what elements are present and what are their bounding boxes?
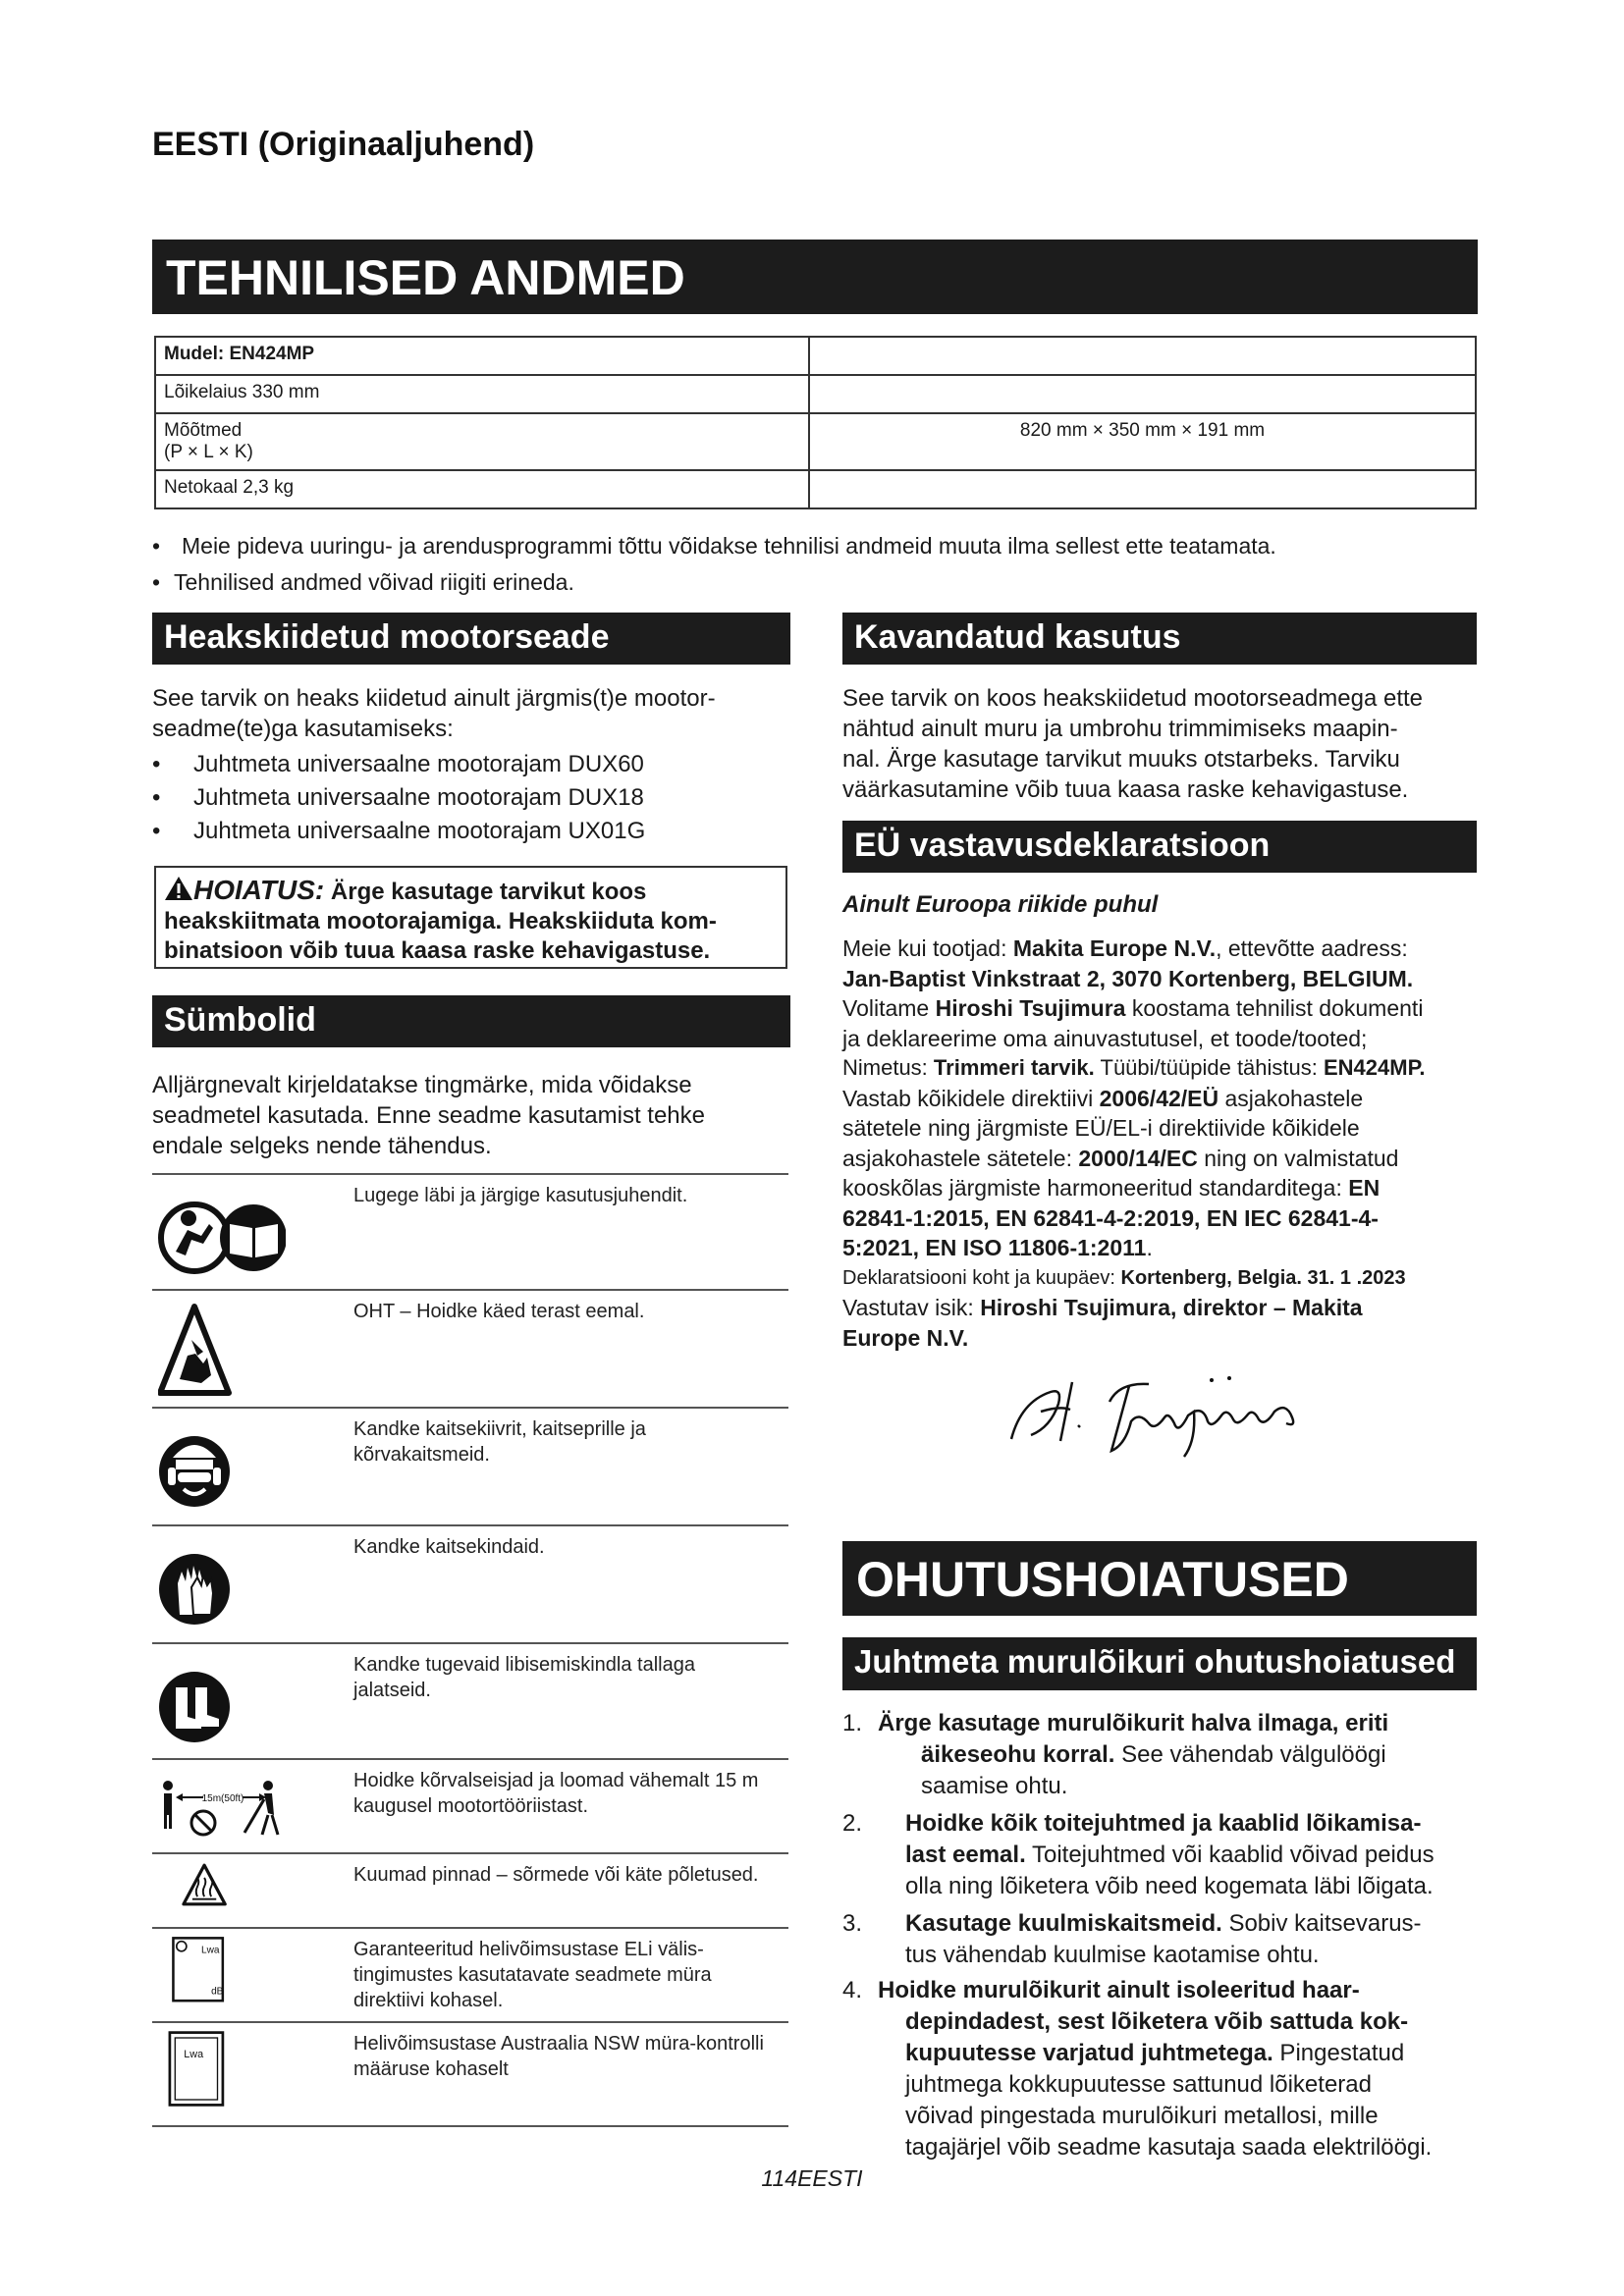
eu-decl-text: Deklaratsiooni koht ja kuupäev: — [842, 1266, 1121, 1289]
eu-decl-text: koostama tehnilist dokumenti — [1125, 995, 1424, 1021]
specs-table — [154, 336, 1477, 509]
specs-cutting-width-cell: Lõikelaius 330 mm — [155, 375, 809, 413]
specs-note-1: • Meie pideva uuringu- ja arendusprogrammi tõttu võidakse tehnilisi andmeid muuta ilma sellest ette teatamata. — [152, 533, 1276, 559]
eu-decl-text: Volitame — [842, 995, 936, 1021]
eu-decl-text: Nimetus: — [842, 1055, 934, 1080]
safety-item-2-text: Toitejuhtmed või kaablid võivad peidus — [1025, 1842, 1435, 1868]
list-item — [842, 1908, 1490, 1971]
warning-triangle-icon — [164, 876, 193, 901]
eu-decl-text: Meie kui tootjad: — [842, 935, 1013, 961]
specs-row-cutting-width — [155, 375, 1476, 413]
safety-item-1-bold: Ärge kasutage murulõikurit halva ilmaga, eriti — [878, 1710, 1389, 1736]
page-number: 114EESTI — [761, 2165, 863, 2191]
intended-use-line-4: väärkasutamine võib tuua kaasa raske kehavigastuse. — [842, 776, 1409, 803]
safety-list — [842, 1708, 1490, 2163]
eu-decl-text: ning on valmistatud — [1197, 1145, 1399, 1171]
specs-cutting-width-value — [809, 375, 1476, 413]
eu-decl-line-1 — [842, 934, 1490, 964]
eu-decl-line-9 — [842, 1173, 1490, 1203]
safety-item-3-text: Sobiv kaitsevarus- — [1221, 1910, 1422, 1937]
safety-item-1-text: saamise ohtu. — [921, 1773, 1068, 1799]
safety-item-2-bold: last eemal. — [905, 1842, 1026, 1868]
symbol-text-helmet: Kandke kaitsekiivrit, kaitseprille ja kõrvakaitsmeid. — [353, 1418, 646, 1466]
eu-decl-line-6 — [842, 1084, 1490, 1114]
eu-decl-line-14 — [842, 1323, 1490, 1354]
eu-decl-standards: 62841-1:2015, EN 62841-4-2:2019, EN IEC 62841-4- — [842, 1204, 1379, 1231]
hot-surface-icon — [158, 1860, 286, 1923]
noise-nsw-lwa-label: Lwa — [184, 2048, 204, 2060]
symbols-intro-line-3: endale selgeks nende tähendus. — [152, 1133, 492, 1159]
eu-decl-address: Jan-Baptist Vinkstraat 2, 3070 Kortenberg, BELGIUM. — [842, 965, 1414, 991]
eu-decl-place-date: Kortenberg, Belgia. 31. 1 .2023 — [1120, 1266, 1406, 1289]
approved-intro — [152, 683, 790, 744]
symbols-intro-line-1: Alljärgnevalt kirjeldatakse tingmärke, mida võidakse — [152, 1072, 692, 1098]
symbols-table — [152, 1173, 788, 2135]
symbol-text-noise-nsw: Helivõimsustase Austraalia NSW müra-kontrolli määruse kohaselt — [353, 2033, 764, 2080]
safety-item-3-text: tus vähendab kuulmise kaotamise ohtu. — [905, 1942, 1320, 1968]
symbol-text-boots: Kandke tugevaid libisemiskindla tallaga jalatseid. — [353, 1654, 695, 1701]
eu-decl-company: Europe N.V. — [842, 1324, 969, 1351]
symbols-intro — [152, 1070, 790, 1161]
specs-section-title: TEHNILISED ANDMED — [152, 240, 1478, 314]
signature-image — [1001, 1362, 1326, 1461]
safety-item-4-text: Pingestatud — [1272, 2040, 1405, 2066]
helmet-visor-earmuffs-icon — [158, 1418, 286, 1517]
safety-item-2-text: olla ning lõiketera võib need kogemata läbi lõigata. — [905, 1873, 1434, 1899]
safety-item-4-text: tagajärjel võib seadme kasutaja saada elektrilöögi. — [905, 2134, 1433, 2161]
warning-text-2: heakskiitmata mootorajamiga. Heakskiiduta kom- — [164, 908, 717, 934]
eu-decl-standard: EN — [1348, 1175, 1380, 1201]
eu-decl-manufacturer: Makita Europe N.V. — [1012, 935, 1217, 961]
list-item — [842, 1708, 1490, 1802]
eu-decl-line-10 — [842, 1203, 1490, 1234]
list-item: • Juhtmeta universaalne mootorajam DUX18 — [152, 784, 644, 811]
safety-subsection-title: Juhtmeta murulõikuri ohutushoiatused — [842, 1637, 1477, 1690]
approved-device-3: Juhtmeta universaalne mootorajam UX01G — [193, 818, 646, 844]
symbols-section-title: Sümbolid — [152, 995, 790, 1047]
safety-section-title: OHUTUSHOIATUSED — [842, 1541, 1477, 1616]
eu-decl-directive-noise: 2000/14/EC — [1078, 1145, 1198, 1171]
table-row — [152, 1173, 788, 1291]
symbol-text-hot-surface: Kuumad pinnad – sõrmede või käte põletused. — [353, 1864, 759, 1886]
table-row — [152, 1642, 788, 1760]
table-row — [152, 1407, 788, 1526]
intended-use-line-3: nal. Ärge kasutage tarvikut muuks otstarbeks. Tarviku — [842, 746, 1400, 773]
symbol-text-noise-eu: Garanteeritud helivõimsustase ELi välis-tingimustes kasutatavate seadmete müra direktiivi kohasel. — [353, 1939, 712, 2011]
warning-text-1: Ärge kasutage tarvikut koos — [324, 879, 647, 905]
eu-declaration-body — [842, 934, 1490, 1353]
symbols-intro-line-2: seadmetel kasutada. Enne seadme kasutamist tehke — [152, 1102, 705, 1129]
eu-decl-text: asjakohastele sätetele: — [842, 1145, 1079, 1171]
specs-row-dimensions — [155, 413, 1476, 470]
manual-language-title: EESTI (Originaaljuhend) — [152, 126, 535, 163]
safety-item-4-bold: Hoidke murulõikurit ainult isoleeritud haar- — [878, 1977, 1360, 2003]
noise-level-eu-icon — [158, 1935, 286, 2017]
eu-decl-line-8 — [842, 1144, 1490, 1174]
distance-15m-icon — [158, 1764, 286, 1862]
eu-decl-line-12 — [842, 1263, 1490, 1294]
specs-weight-value — [809, 470, 1476, 508]
symbol-text-distance: Hoidke kõrvalseisjad ja loomad vähemalt 15 m kaugusel mootortööriistast. — [353, 1770, 759, 1817]
specs-note-2: • Tehnilised andmed võivad riigiti erineda. — [152, 569, 574, 595]
approved-device-2: Juhtmeta universaalne mootorajam DUX18 — [193, 784, 644, 811]
list-number: 1. — [842, 1710, 863, 1736]
specs-dimensions-value: 820 mm × 350 mm × 191 mm — [809, 413, 1476, 470]
approved-intro-line-1: See tarvik on heaks kiidetud ainult järgmis(t)e mootor- — [152, 685, 716, 712]
safety-item-2-bold: Hoidke kõik toitejuhtmed ja kaablid lõikamisa- — [905, 1810, 1422, 1837]
eu-decl-line-5 — [842, 1053, 1490, 1084]
hand-cut-hazard-icon — [158, 1301, 286, 1399]
intended-use-line-1: See tarvik on koos heakskiidetud mootorseadmega ette — [842, 685, 1424, 712]
safety-item-4-bold: kupuutesse varjatud juhtmetega. — [905, 2040, 1273, 2066]
noise-eu-db-label: dB — [211, 1986, 224, 1998]
eu-decl-text: kooskõlas järgmiste harmoneeritud standarditega: — [842, 1175, 1349, 1201]
eu-decl-line-11 — [842, 1233, 1490, 1263]
approved-device-list — [152, 748, 790, 848]
eu-declaration-subtitle: Ainult Euroopa riikide puhul — [842, 891, 1159, 918]
eu-decl-line-2 — [842, 964, 1490, 994]
distance-label: 15m(50ft) — [201, 1793, 244, 1804]
warning-box — [154, 866, 787, 969]
specs-model-cell: Mudel: EN424MP — [155, 337, 809, 375]
table-row — [152, 1852, 788, 1929]
table-row — [152, 1927, 788, 2023]
specs-dimensions-cell — [155, 413, 809, 470]
approved-intro-line-2: seadme(te)ga kasutamiseks: — [152, 716, 454, 742]
safety-item-4-text: võivad pingestada murulõikuri metallosi, mille — [905, 2103, 1379, 2129]
eu-decl-text: Vastutav isik: — [842, 1295, 981, 1320]
eu-decl-text: . — [1146, 1235, 1153, 1260]
warning-text-3: binatsioon võib tuua kaasa raske kehavigastuse. — [164, 937, 711, 964]
symbol-text-hand-hazard: OHT – Hoidke käed terast eemal. — [353, 1301, 645, 1322]
symbol-text-read-manual: Lugege läbi ja järgige kasutusjuhendit. — [353, 1185, 688, 1206]
list-item — [842, 1808, 1490, 1902]
eu-decl-line-13 — [842, 1293, 1490, 1323]
eu-declaration-section-title: EÜ vastavusdeklaratsioon — [842, 821, 1477, 873]
list-item: • Juhtmeta universaalne mootorajam UX01G — [152, 818, 646, 844]
eu-decl-line-4: ja deklareerime oma ainuvastutusel, et toode/tooted; — [842, 1025, 1368, 1051]
intended-use-line-2: nähtud ainult muru ja umbrohu trimmimiseks maapin- — [842, 716, 1398, 742]
warning-label: HOIATUS: — [193, 875, 325, 905]
specs-dimensions-label-sub: (P × L × K) — [164, 442, 253, 462]
specs-row-weight — [155, 470, 1476, 508]
symbol-text-gloves: Kandke kaitsekindaid. — [353, 1536, 545, 1558]
list-number: 3. — [842, 1910, 863, 1937]
table-row — [152, 1289, 788, 1409]
safety-item-4-bold: depindadest, sest lõiketera võib sattuda kok- — [905, 2008, 1409, 2035]
noise-level-nsw-icon — [158, 2029, 286, 2117]
eu-decl-text: Vastab kõikidele direktiivi — [842, 1085, 1100, 1111]
eu-decl-authorized-person: Hiroshi Tsujimura — [935, 995, 1126, 1021]
safety-item-4-text: juhtmega kokkupuutesse sattunud lõiketerad — [905, 2071, 1372, 2098]
eu-decl-line-7: sätetele ning järgmiste EÜ/EL-i direktiivide kõikidele — [842, 1115, 1360, 1141]
specs-row-model — [155, 337, 1476, 375]
eu-decl-text: Tüübi/tüüpide tähistus: — [1094, 1055, 1324, 1080]
eu-decl-line-3 — [842, 993, 1490, 1024]
specs-model-value — [809, 337, 1476, 375]
safety-item-1-bold: äikeseohu korral. — [921, 1741, 1115, 1768]
eu-decl-responsible-person: Hiroshi Tsujimura, direktor – Makita — [980, 1295, 1363, 1320]
table-row — [152, 1524, 788, 1644]
eu-decl-text: , ettevõtte aadress: — [1216, 935, 1408, 961]
safety-item-1-text: See vähendab välgulöögi — [1114, 1741, 1386, 1768]
table-row — [152, 1758, 788, 1854]
approved-section-title: Heakskiidetud mootorseade — [152, 613, 790, 665]
eu-decl-standards: 5:2021, EN ISO 11806-1:2011 — [842, 1235, 1147, 1260]
safety-item-3-bold: Kasutage kuulmiskaitsmeid. — [905, 1910, 1222, 1937]
gloves-icon — [158, 1536, 286, 1634]
table-row — [152, 2021, 788, 2127]
list-number: 4. — [842, 1977, 863, 2003]
eu-decl-text: asjakohastele — [1218, 1085, 1364, 1111]
eu-decl-model: EN424MP. — [1324, 1055, 1426, 1080]
specs-dimensions-label: Mõõtmed — [164, 420, 243, 441]
approved-device-1: Juhtmeta universaalne mootorajam DUX60 — [193, 751, 644, 777]
specs-weight-cell: Netokaal 2,3 kg — [155, 470, 809, 508]
intended-use-section-title: Kavandatud kasutus — [842, 613, 1477, 665]
noise-eu-lwa-label: Lwa — [201, 1945, 220, 1956]
eu-decl-directive-machinery: 2006/42/EÜ — [1099, 1085, 1219, 1111]
specs-note-1-text: Meie pideva uuringu- ja arendusprogrammi tõttu võidakse tehnilisi andmeid muuta ilma sellest ette teatamata. — [182, 533, 1276, 559]
list-item: • Juhtmeta universaalne mootorajam DUX60 — [152, 751, 644, 777]
intended-use-text — [842, 683, 1477, 805]
boots-icon — [158, 1654, 286, 1752]
eu-decl-product-name: Trimmeri tarvik. — [933, 1055, 1095, 1080]
list-number: 2. — [842, 1810, 863, 1837]
specs-note-2-text: Tehnilised andmed võivad riigiti erineda. — [174, 569, 574, 595]
list-item — [842, 1975, 1490, 2163]
read-manual-icon — [158, 1185, 286, 1283]
